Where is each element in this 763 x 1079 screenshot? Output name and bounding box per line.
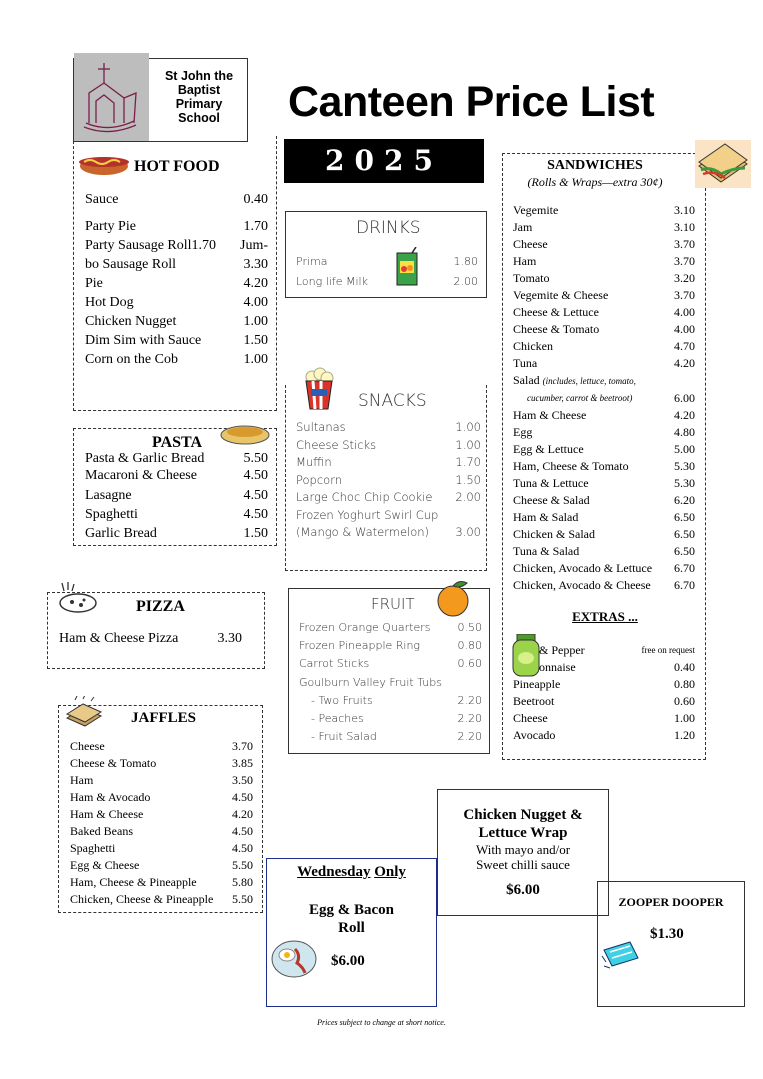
sandwiches-section (502, 153, 706, 760)
list-item: Cheese & Salad 6.20 (513, 493, 695, 507)
list-item: Long life Milk 2.00 (296, 275, 478, 288)
sandwiches-title: SANDWICHES (547, 158, 643, 173)
list-item: Pasta & Garlic Bread 5.50 (85, 451, 268, 466)
list-item: Chicken, Avocado & Cheese 6.70 (513, 578, 695, 592)
list-item: Jam 3.10 (513, 220, 695, 234)
wrap-title: Chicken Nugget & Lettuce Wrap (463, 807, 583, 841)
list-item: Ham & Cheese 4.20 (513, 408, 695, 422)
list-item: Large Choc Chip Cookie 2.00 (296, 490, 481, 504)
list-item: - Peaches 2.20 (311, 712, 482, 726)
list-item-salad: Salad (includes, lettuce, tomato, cucumber, carrot & beetroot) 6.00 (513, 373, 695, 405)
list-item: Ham 3.50 (70, 773, 253, 787)
hot-food-title: HOT FOOD (134, 158, 220, 175)
list-item: Egg & Lettuce 5.00 (513, 442, 695, 456)
condiment-jar-icon (511, 634, 541, 678)
jaffles-title: JAFFLES (131, 710, 197, 726)
pizza-title: PIZZA (136, 598, 185, 615)
orange-fruit-icon (433, 579, 473, 619)
sandwiches-list (513, 202, 695, 594)
sandwich-icon (695, 140, 751, 188)
list-item: Sultanas 1.00 (296, 420, 481, 434)
list-item: Tuna 4.20 (513, 356, 695, 370)
popcorn-icon (302, 367, 336, 411)
hot-food-section (73, 136, 277, 411)
list-item: Cheese 3.70 (513, 237, 695, 251)
school-crest (74, 53, 149, 141)
list-item: Ham & Cheese 4.20 (70, 807, 253, 821)
pasta-section (73, 428, 277, 546)
list-item: Spaghetti 4.50 (70, 841, 253, 855)
wednesday-price: $6.00 (331, 953, 365, 969)
sandwiches-subtitle: (Rolls & Wraps—extra 30¢) (527, 175, 663, 189)
list-item: - Two Fruits 2.20 (311, 693, 482, 707)
list-item: Baked Beans 4.50 (70, 824, 253, 838)
fruit-section (288, 588, 490, 754)
list-item: Tuna & Lettuce 5.30 (513, 476, 695, 490)
pizza-icon (54, 581, 98, 615)
list-item: Corn on the Cob 1.00 (85, 352, 268, 367)
fruit-title: FRUIT (371, 595, 415, 613)
list-item: Party Sausage Roll1.70 Jum- (85, 238, 268, 253)
pizza-section (47, 592, 265, 669)
list-item: Ham & Cheese Pizza 3.30 (59, 631, 242, 646)
list-item: Prima 1.80 (296, 255, 478, 268)
pasta-dish-icon (219, 421, 271, 447)
drinks-list (296, 252, 478, 292)
pizza-list (59, 629, 242, 648)
list-item: Party Pie 1.70 (85, 219, 268, 234)
list-item: Chicken & Salad 6.50 (513, 527, 695, 541)
list-item: Egg 4.80 (513, 425, 695, 439)
list-item: Garlic Bread 1.50 (85, 526, 268, 541)
school-name: St John the Baptist Primary School (164, 69, 234, 125)
list-item: Pie 4.20 (85, 276, 268, 291)
egg-bacon-plate-icon (269, 935, 319, 981)
list-item: Ham & Salad 6.50 (513, 510, 695, 524)
list-item: Cheese 1.00 (513, 711, 695, 725)
list-item: Tomato 3.20 (513, 271, 695, 285)
wednesday-only-label: Wednesday Only (297, 864, 406, 880)
list-item: Frozen Yoghurt Swirl Cup (296, 507, 439, 522)
list-item: Muffin 1.70 (296, 455, 481, 469)
list-item: Ham & Avocado 4.50 (70, 790, 253, 804)
zooper-title: ZOOPER DOOPER (618, 895, 724, 909)
drinks-section (285, 211, 487, 298)
list-item: Tuna & Salad 6.50 (513, 544, 695, 558)
fruit-list (299, 619, 482, 746)
list-item: Egg & Cheese 5.50 (70, 858, 253, 872)
list-item: Chicken Nugget 1.00 (85, 314, 268, 329)
extras-list (513, 642, 695, 744)
list-item: Carrot Sticks 0.60 (299, 657, 482, 671)
list-item: Cheese Sticks 1.00 (296, 437, 481, 452)
list-item: Vegemite & Cheese 3.70 (513, 288, 695, 302)
church-cross-icon (74, 53, 149, 141)
list-item: Cheese & Tomato 4.00 (513, 322, 695, 336)
list-item: Frozen Orange Quarters 0.50 (299, 621, 482, 634)
wrap-special (437, 789, 609, 916)
wrap-price: $6.00 (506, 882, 540, 898)
snacks-list (296, 419, 481, 542)
zooper-price: $1.30 (650, 926, 684, 942)
list-item: Chicken, Cheese & Pineapple 5.50 (70, 892, 253, 906)
snacks-title: SNACKS (358, 391, 427, 411)
pasta-title: PASTA (152, 434, 203, 451)
list-item: onnaise 0.40 (539, 660, 695, 674)
jaffle-toastie-icon (61, 696, 105, 730)
list-item: Hot Dog 4.00 (85, 295, 268, 310)
snacks-section (285, 385, 487, 571)
list-item: Ham, Cheese & Tomato 5.30 (513, 459, 695, 473)
list-item: Goulburn Valley Fruit Tubs (299, 675, 442, 689)
school-logo-box (73, 58, 248, 142)
footer-note: Prices subject to change at short notice. (317, 1018, 446, 1027)
wednesday-item: Egg & Bacon Roll (308, 902, 394, 936)
list-item: Cheese & Lettuce 4.00 (513, 305, 695, 319)
pasta-list (85, 451, 268, 543)
list-item: (Mango & Watermelon) 3.00 (296, 525, 481, 539)
list-item: Beetroot 0.60 (513, 694, 695, 708)
ice-pop-icon (600, 938, 642, 972)
list-item: Chicken 4.70 (513, 339, 695, 353)
extras-title: EXTRAS ... (572, 609, 638, 624)
list-item: Lasagne 4.50 (85, 488, 268, 503)
list-item: Ham 3.70 (513, 254, 695, 268)
list-item: Sauce 0.40 (85, 192, 268, 207)
hot-food-list (85, 190, 268, 369)
zooper-dooper-section (597, 881, 745, 1007)
drinks-title: DRINKS (356, 218, 421, 238)
list-item: bo Sausage Roll 3.30 (85, 257, 268, 272)
jaffles-section (58, 705, 263, 913)
wrap-description: With mayo and/or Sweet chilli sauce (475, 842, 571, 872)
list-item: Spaghetti 4.50 (85, 507, 268, 522)
list-item: Dim Sim with Sauce 1.50 (85, 333, 268, 348)
wednesday-special (266, 858, 437, 1007)
list-item: Avocado 1.20 (513, 728, 695, 742)
list-item: & Pepper free on request (539, 643, 695, 657)
list-item: Pineapple 0.80 (513, 677, 695, 691)
list-item: Cheese & Tomato 3.85 (70, 756, 253, 770)
list-item: Vegemite 3.10 (513, 203, 695, 217)
list-item: Macaroni & Cheese 4.50 (85, 467, 268, 483)
list-item: Cheese 3.70 (70, 739, 253, 753)
year-banner: 2025 (284, 139, 484, 183)
hot-dog-icon (78, 150, 130, 182)
list-item: Ham, Cheese & Pineapple 5.80 (70, 875, 253, 889)
list-item: Chicken, Avocado & Lettuce 6.70 (513, 561, 695, 575)
list-item: - Fruit Salad 2.20 (311, 730, 482, 744)
page-title: Canteen Price List (288, 78, 655, 126)
jaffles-list (70, 738, 253, 908)
list-item: Frozen Pineapple Ring 0.80 (299, 639, 482, 653)
list-item: Popcorn 1.50 (296, 472, 481, 487)
